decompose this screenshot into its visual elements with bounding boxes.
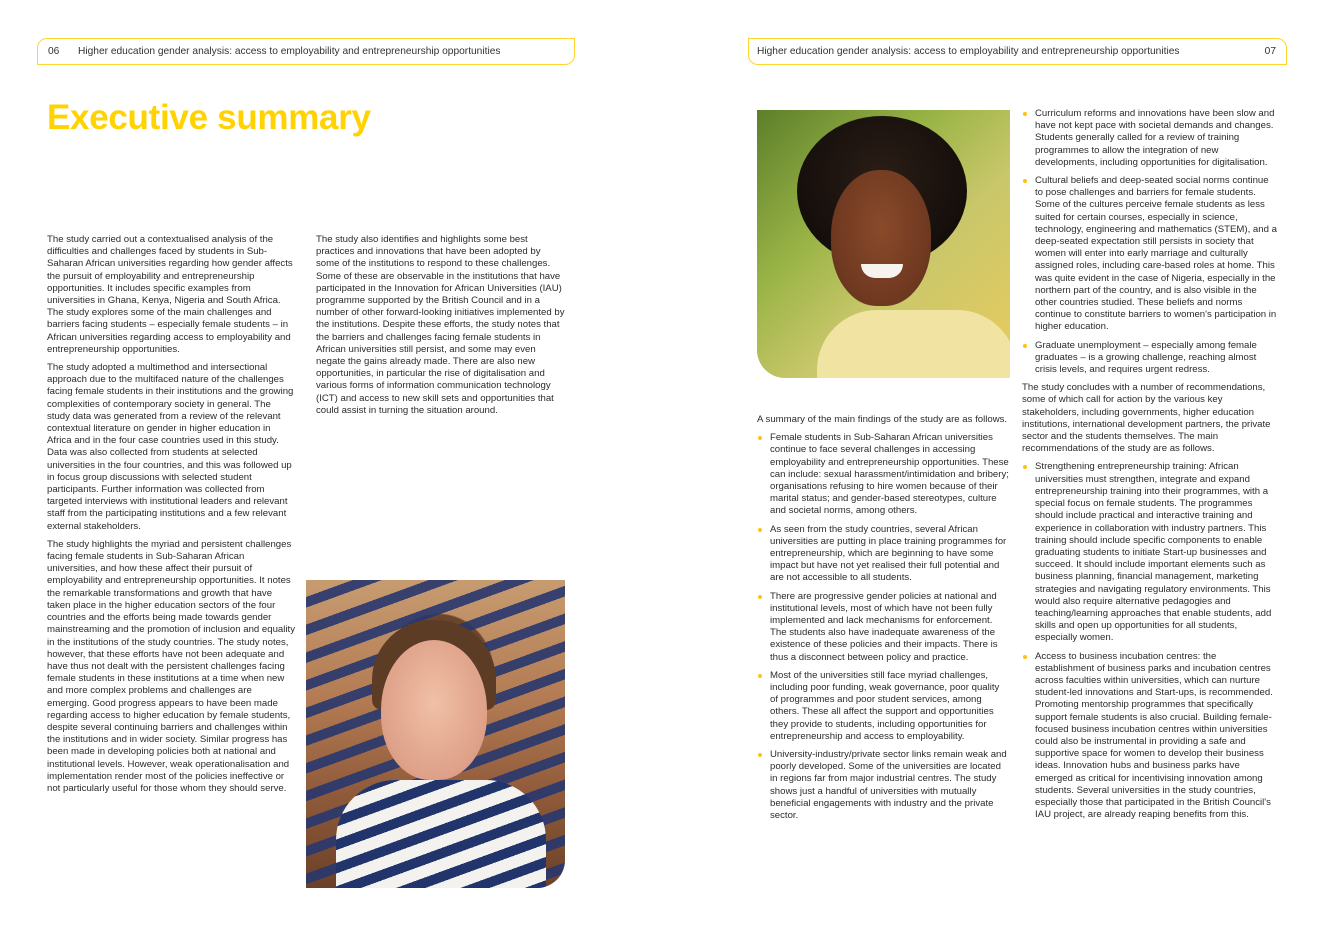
student-photo-left (306, 580, 565, 888)
header-right (748, 38, 1287, 65)
photo-face (831, 170, 931, 306)
student-photo-right (757, 110, 1010, 378)
bullet-icon (758, 528, 762, 532)
recommendations-list (1022, 461, 1278, 821)
list-item: Access to business incubation centres: the establishment of business parks and incubation centres across faculties within universities, which can nurture student-led innovations and Start-ups, is recommended. Promoting mentorship programmes that specifically support female students is also crucial. Building female-focused business incubation centres within universities could also be instrumental in providing a safe and supportive space for women to develop their business ideas. Innovation hubs and business parks have emerged as critical for incentivising innovation among students. Several universities in the study countries, especially those that participated in the British Council's IAU project, are already reaping benefits from this. (1022, 651, 1278, 822)
list-item: Most of the universities still face myriad challenges, including poor funding, weak governance, poor quality of programmes and poor student services, among others. These all affect the support and opportunities they provide to students, including opportunities for entrepreneurship and access to employability. (757, 670, 1009, 743)
list-item: As seen from the study countries, several African universities are putting in place training programmes for entrepreneurship, which are beginning to have some impact but have not yet realised their full potential and are not accessible to all students. (757, 524, 1009, 585)
findings-list (757, 432, 1009, 822)
list-item: University-industry/private sector links remain weak and poorly developed. Some of the universities are located in regions far from major industrial centres. The study shows just a handful of universities with mutually beneficial engagements with industry and the private sector. (757, 749, 1009, 822)
paragraph: The study concludes with a number of recommendations, some of which call for action by the various key stakeholders, including governments, higher education institutions, international development partners, the private sector and the students themselves. The main recommendations of the study are as follows. (1022, 382, 1271, 455)
findings-list-continued (1022, 108, 1278, 376)
paragraph: The study carried out a contextualised analysis of the difficulties and challenges faced by students in Sub-Saharan African universities regarding how gender affects the pursuit of employability and entrepreneurship opportunities. It includes specific examples from universities in Ghana, Kenya, Nigeria and South Africa. The study explores some of the main challenges and barriers facing students – especially female students – in African universities regarding access to employability and entrepreneurship opportunities. (47, 234, 293, 355)
bullet-icon (1023, 465, 1027, 469)
paragraph: The study also identifies and highlights some best practices and innovations that have been adopted by some of the institutions to respond to these challenges. Some of these are observable in the institutions that have participated in the Innovation for African Universities (IAU) programme supported by the British Council and in a number of other forward-looking initiatives implemented by the institutions. Despite these efforts, the study notes that the barriers and challenges facing female students in African universities still persist, and some may even negate the gains already made. There are also new opportunities, in particular the rise of digitalisation and various forms of information communication technology (ICT) and access to new skill sets and opportunities that could assist in turning the situation around. (316, 234, 565, 416)
photo-top (817, 310, 1010, 378)
page-number-left: 06 (48, 46, 60, 57)
header-left (37, 38, 575, 65)
bullet-icon (758, 595, 762, 599)
column-1 (47, 234, 295, 801)
page-title: Executive summary (47, 98, 371, 137)
list-item: There are progressive gender policies at national and institutional levels, most of which have not been fully implemented and lack mechanisms for enforcement. The students also have inadequate awareness of the existence of these policies and their impacts. There is thus a disconnect between policy and practice. (757, 591, 1009, 664)
bullet-icon (1023, 655, 1027, 659)
column-3 (757, 414, 1009, 828)
list-item: Graduate unemployment – especially among female graduates – is a growing challenge, reaching almost crisis levels, and requires urgent redress. (1022, 340, 1278, 377)
paragraph: The study highlights the myriad and persistent challenges facing female students in Sub-Saharan African universities, and how these affect their pursuit of employability and entrepreneurship opportunities. It notes the remarkable transformations and growth that have taken place in the higher education sectors of the four countries and the efforts being made towards gender mainstreaming and the promotion of inclusion and equality in the institutions of the study countries. The study notes, however, that these efforts have not been adequate and have thus not dealt with the persistent challenges facing female students in these institutions at a time when new and more complex problems and challenges are emerging. Good progress appears to have been made regarding access to higher education by female students, despite several continuing barriers and challenges within the institutions and in wider society. Similar progress has been made in developing policies both at national and institutional levels. However, weak operationalisation and implementation render most of the policies ineffective or not particularly useful for those whom they should serve. (47, 538, 295, 794)
bullet-icon (1023, 112, 1027, 116)
bullet-icon (1023, 344, 1027, 348)
photo-face (381, 640, 487, 780)
bullet-icon (758, 753, 762, 757)
list-item: Cultural beliefs and deep-seated social norms continue to pose challenges and barriers for female students. Some of the cultures perceive female students as less suited for certain courses, especially in science, technology, engineering and mathematics (STEM), and a deep-seated expectation still persists in society that women will enter into early marriage and culturally assigned roles, including care-based roles at home. This was quite evident in the case of Nigeria, especially in the northern part of the country, and is also visible in the other countries studied. These beliefs and norms continue to constitute barriers to women's participation in higher education. (1022, 175, 1278, 334)
paragraph: A summary of the main findings of the study are as follows. (757, 414, 1008, 425)
column-4 (1022, 108, 1278, 827)
list-item: Female students in Sub-Saharan African universities continue to face several challenges in accessing employability and entrepreneurship opportunities. These can include: sexual harassment/intimidation and bribery; organisations refusing to hire women because of their marital status; and gender-based stereotypes, culture and societal norms, among others. (757, 432, 1009, 517)
page-number-right: 07 (1264, 46, 1276, 57)
header-title-left: Higher education gender analysis: access to employability and entrepreneurship opportunities (78, 46, 501, 57)
list-item: Curriculum reforms and innovations have been slow and have not kept pace with societal demands and changes. Students generally called for a review of training programmes to allow the integration of new developments, including opportunities for digitalisation. (1022, 108, 1278, 169)
photo-shirt (336, 780, 546, 888)
bullet-icon (758, 674, 762, 678)
list-item: Strengthening entrepreneurship training: African universities must strengthen, integrate and expand entrepreneurship training into their programmes, with a special focus on female students. The programmes should include practical and interactive training and experience in collaboration with industry partners. This training should include specific components to enable graduating students to initiate Start-up businesses and succeed. It should include important elements such as business planning, financial management, marketing strategies and navigating regulatory environments. This would also require alternative pedagogies and teaching/learning approaches that enable students, add skills and open up opportunities for all students, especially women. (1022, 461, 1278, 644)
column-2 (316, 234, 566, 423)
header-title-right: Higher education gender analysis: access to employability and entrepreneurship opportunities (757, 46, 1180, 57)
bullet-icon (758, 436, 762, 440)
paragraph: The study adopted a multimethod and intersectional approach due to the multifaced nature of the challenges facing female students in their institutions and the growing complexities of contemporary society in general. The study data was generated from a review of the relevant contextual literature on gender in higher education in Africa and in the four case countries used in this study. Data was also collected from students at selected universities in the four countries, and this was followed up in focus group discussions with selected student participants. Further information was collected from targeted interviews with institutional leaders and relevant staff from the participating institutions and a few relevant external stakeholders. (47, 362, 294, 532)
bullet-icon (1023, 179, 1027, 183)
